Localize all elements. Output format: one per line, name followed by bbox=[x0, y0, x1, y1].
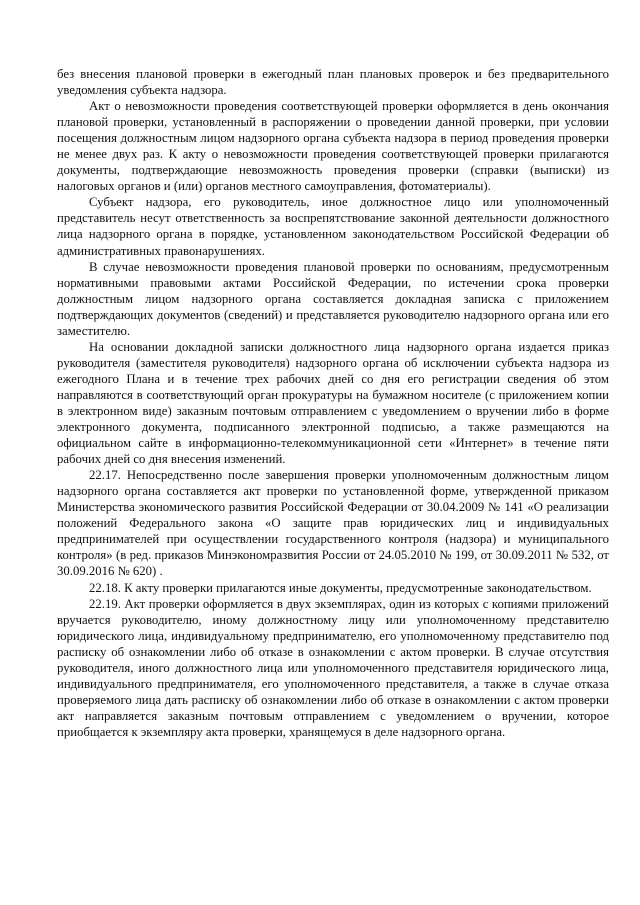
document-page bbox=[57, 66, 609, 740]
paragraph-22-17: 22.17. Непосредственно после завершения проверки уполномоченным должностным лицом надзорного органа составляется акт проверки по установленной форме, утвержденной приказом Министерства экономического развития Российской Федерации от 30.04.2009 № 141 «О реализации положений Федерального закона «О защите прав юридических лиц и индивидуальных предпринимателей при осуществлении государственного контроля (надзора) и муниципального контроля» (в ред. приказов Минэкономразвития России от 24.05.2010 № 199, от 30.09.2011 № 532, от 30.09.2016 № 620) . bbox=[57, 468, 609, 579]
paragraph-continuation: без внесения плановой проверки в ежегодный план плановых проверок и без предварительного уведомления субъекта надзора. bbox=[57, 67, 609, 98]
paragraph-22-19: 22.19. Акт проверки оформляется в двух экземплярах, один из которых с копиями приложений вручается руководителю, иному должностному лицу или уполномоченному представителю юридического лица, индивидуальному предпринимателю, его уполномоченному представителю под расписку об ознакомлении либо об отказе в ознакомлении с актом проверки. В случае отсутствия руководителя, иного должностного лица или уполномоченного представителя юридического лица, индивидуального предпринимателя, его уполномоченного представителя, а также в случае отказа проверяемого лица дать расписку об ознакомлении либо об отказе в ознакомлении с актом проверки акт направляется заказным почтовым отправлением с уведомлением о вручении, которое приобщается к экземпляру акта проверки, хранящемуся в деле надзорного органа. bbox=[57, 596, 609, 739]
paragraph-exclusion-order: На основании докладной записки должностного лица надзорного органа издается приказ руководителя (заместителя руководителя) надзорного органа об исключении субъекта надзора из ежегодного Плана и в течение трех рабочих дней со дня его регистрации сведения об этом направляются в соответствующий орган прокуратуры на бумажном носителе (с приложением копии в электронном виде) заказным почтовым отправлением с уведомлением о вручении либо в форме электронного документа, подписанного электронной подписью, а также размещаются на официальном сайте в информационно-телекоммуникационной сети «Интернет» в течение пяти рабочих дней со дня внесения изменений. bbox=[57, 339, 609, 467]
paragraph-act-impossibility: Акт о невозможности проведения соответствующей проверки оформляется в день окончания плановой проверки, установленный в распоряжении о проведении данной проверки, при условии посещения должностным лицом надзорного органа субъекта надзора в период проведения проверки не менее двух раз. К акту о невозможности проведения соответствующей проверки прилагаются документы, подтверждающие невозможность проведения проверки (справки (выписки) из налоговых органов и (или) органов местного самоуправления, фотоматериалы). bbox=[57, 99, 609, 194]
paragraph-responsibility: Субъект надзора, его руководитель, иное должностное лицо или уполномоченный представитель несут ответственность за воспрепятствование законной деятельности должностного лица надзорного органа в порядке, установленном законодательством Российской Федерации об административных правонарушениях. bbox=[57, 195, 609, 258]
paragraph-22-18: 22.18. К акту проверки прилагаются иные документы, предусмотренные законодательством. bbox=[89, 580, 592, 595]
paragraph-report-note: В случае невозможности проведения плановой проверки по основаниям, предусмотренным нормативными правовыми актами Российской Федерации, по истечении срока проверки должностным лицом надзорного органа составляется докладная записка с приложением подтверждающих документов (сведений) и представляется руководителю надзорного органа или его заместителю. bbox=[57, 259, 609, 338]
